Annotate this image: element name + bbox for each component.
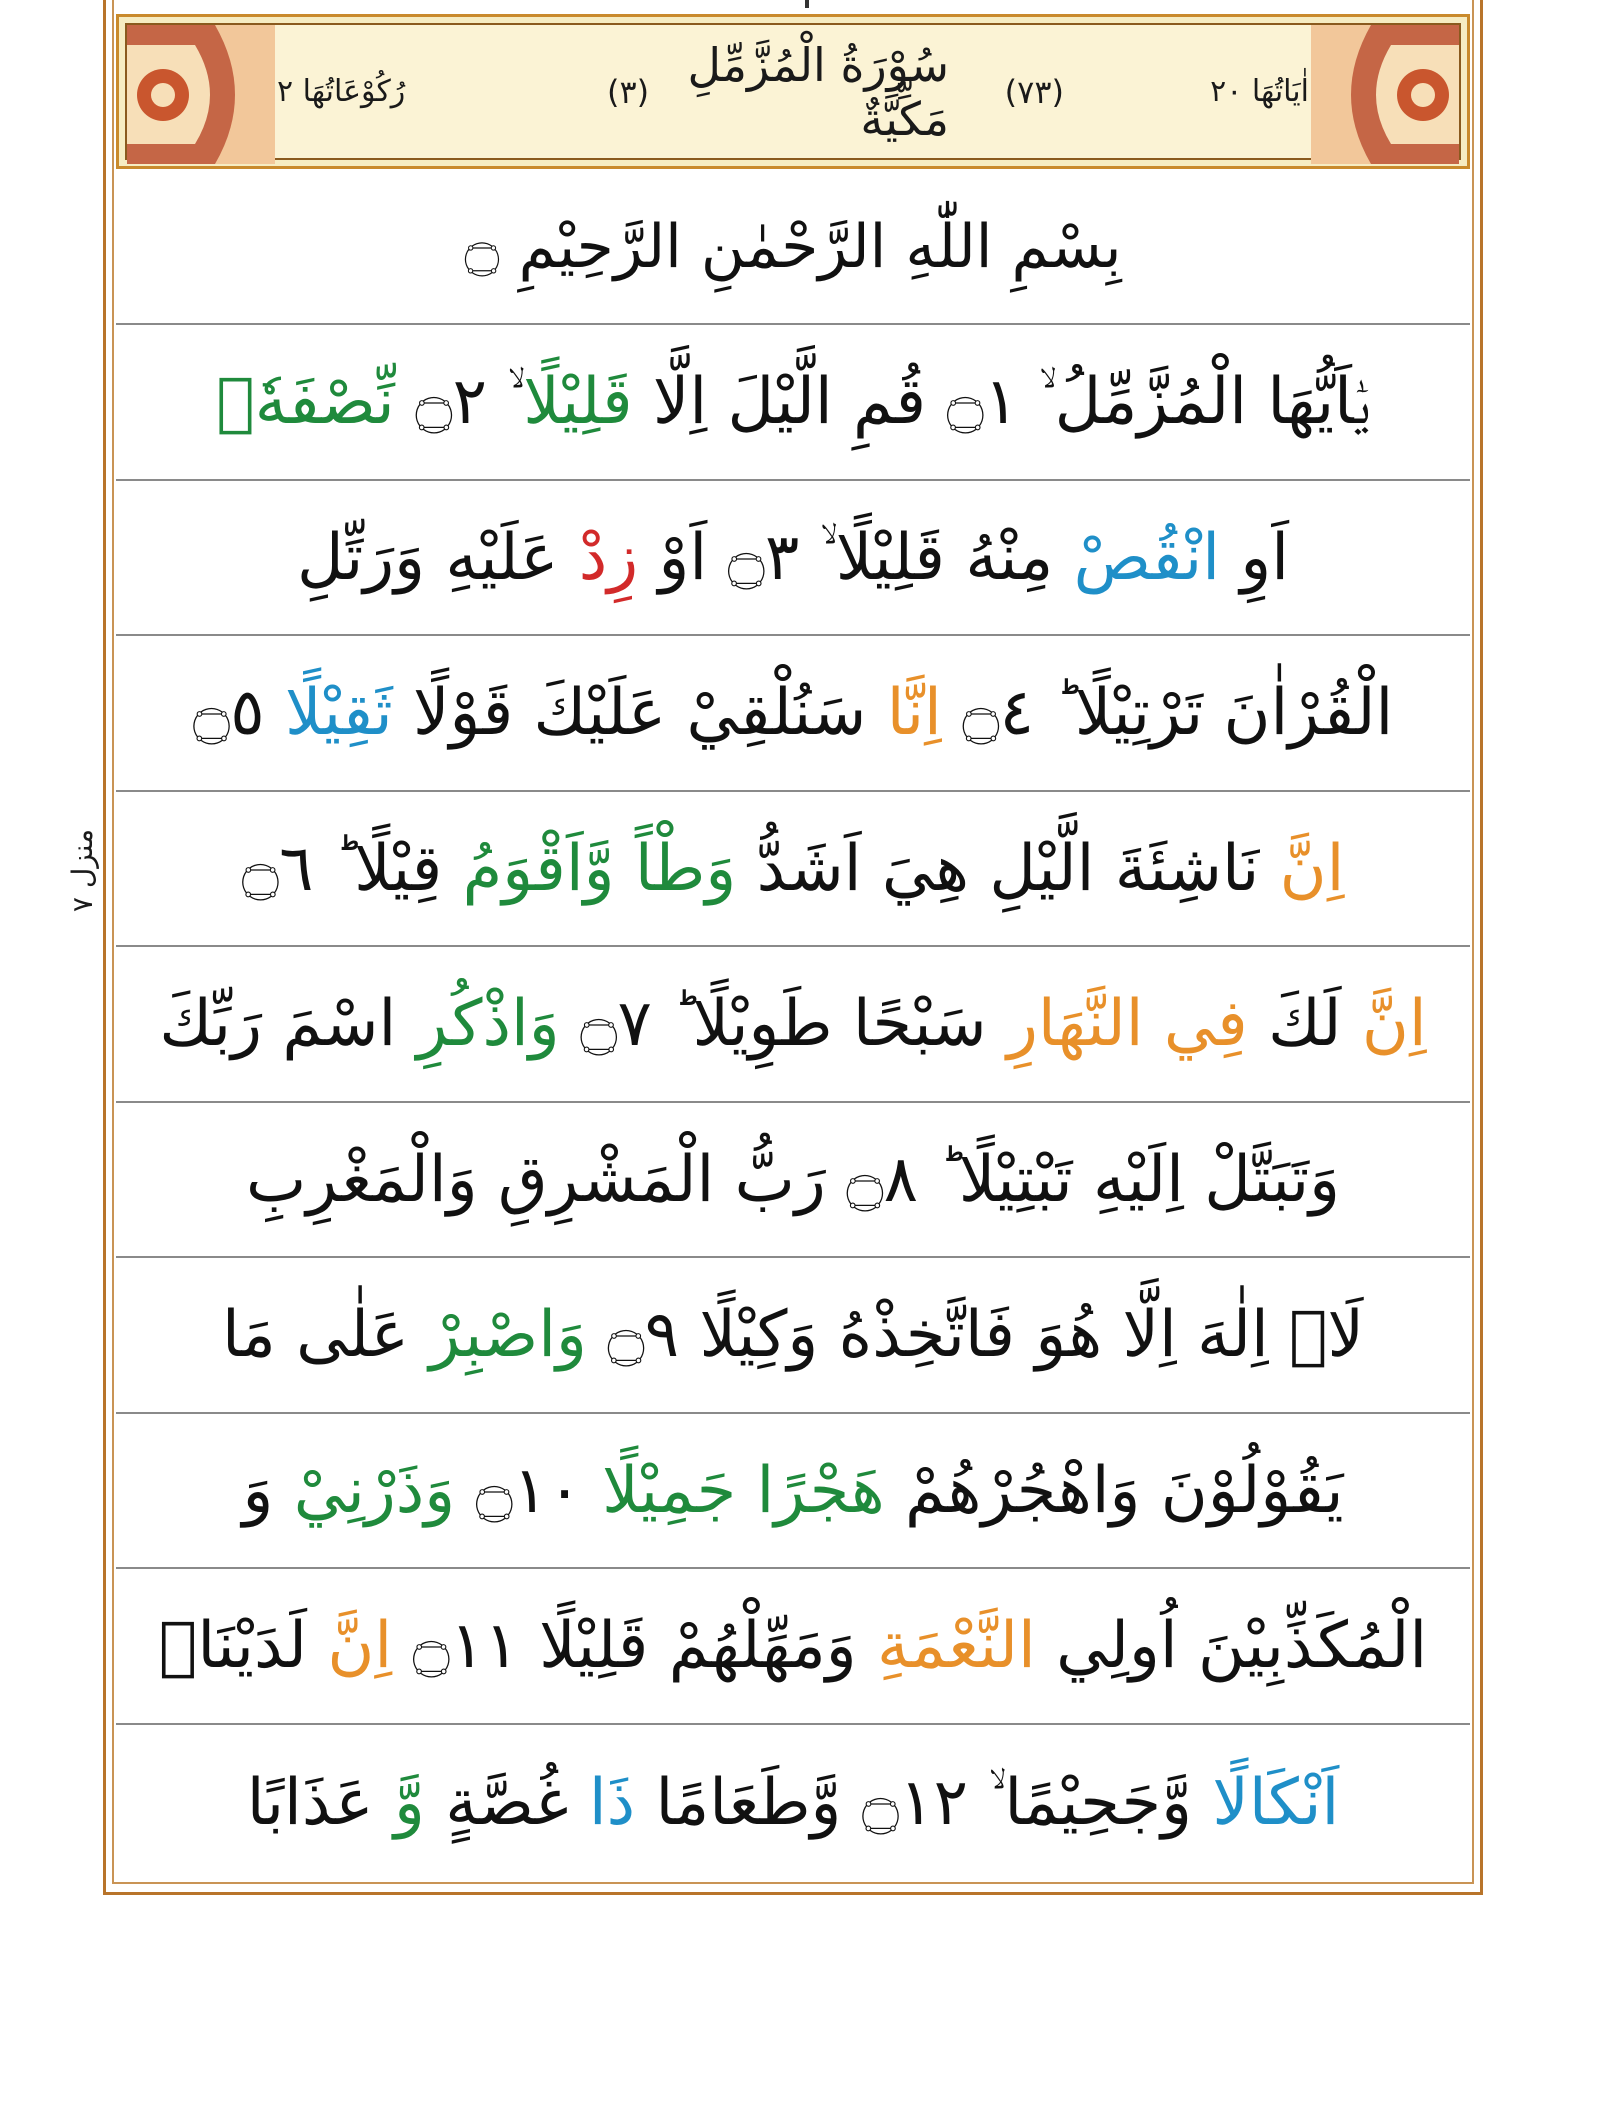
verse-segment: وَتَبَتَّلْ اِلَيْهِ تَبْتِيْلًا ؕ ۝٨ رَبُّ الْمَشْرِقِ وَالْمَغْرِبِ [245, 1142, 1341, 1217]
verse-segment: غُصَّةٍ [424, 1765, 589, 1840]
bismillah-row [116, 170, 1470, 325]
verse-segment: وَمَهِّلْهُمْ قَلِيْلًا ۝١١ [392, 1609, 878, 1684]
tajweed-highlight: ذَا [588, 1765, 636, 1840]
tajweed-highlight: انْقُصْ [1073, 520, 1220, 595]
verse-line-text [222, 1297, 1364, 1372]
verse-segment: الْمُكَذِّبِيْنَ اُولِي [1035, 1609, 1428, 1684]
verse-line-text [159, 986, 1426, 1061]
verse-segment: يَقُوْلُوْنَ وَاهْجُرْهُمْ [884, 1453, 1344, 1528]
verse-line-text [159, 1608, 1427, 1683]
verse-line-text [193, 675, 1393, 750]
verse-segment: يٰۤاَيُّهَا الْمُزَّمِّلُ ۙ ۝١ قُمِ الَّيْلَ اِلَّا [632, 365, 1370, 440]
header-ornament-left [127, 25, 275, 164]
tajweed-highlight: وَذَرْنِيْ [293, 1453, 456, 1528]
verse-line [116, 947, 1470, 1103]
verse-segment: لَكَ [1247, 987, 1362, 1062]
rukus-count-label: رُكُوْعَاتُهَا ٢ [277, 74, 406, 109]
tajweed-highlight: وَاذْكُرِ [416, 987, 560, 1062]
verse-line [116, 325, 1470, 481]
surah-number: (٧٣) [1004, 72, 1064, 111]
verse-line-text [242, 1453, 1343, 1528]
verse-line-text [242, 831, 1345, 906]
tajweed-highlight: نِّصْفَهٗۤ [216, 365, 395, 440]
verse-segment [615, 832, 635, 906]
verse-segment: مِنْهُ قَلِيْلًا ۙ ۝٣ اَوْ [638, 520, 1074, 595]
verse-segment: ۝٥ [192, 676, 285, 751]
revelation-order: (٣) [607, 72, 650, 111]
tajweed-highlight: هَجْرًا جَمِيْلًا [602, 1453, 885, 1528]
surah-title: سُوْرَةُ الْمُزَّمِّلِ مَكِّيَّةٌ [687, 37, 949, 146]
verse-line-text [247, 1765, 1340, 1840]
manzil-side-label [58, 800, 108, 940]
verse-segment: اَوِ [1220, 520, 1290, 595]
verse-segment: عَلٰى مَا [222, 1298, 430, 1373]
verse-line [116, 636, 1470, 792]
tajweed-highlight: اِنَّا [886, 676, 942, 751]
verse-line [116, 1258, 1470, 1414]
verse-segment: لَدَيْنَاۤ [158, 1609, 328, 1684]
tajweed-highlight: وَّ [393, 1765, 425, 1840]
verses-count-label: اٰيَاتُهَا ٢٠ [1210, 74, 1309, 109]
verse-segment: اسْمَ رَبِّكَ [159, 987, 417, 1062]
tajweed-highlight: وَّاَقْوَمُ [462, 831, 615, 906]
header-ornament-right [1311, 25, 1459, 164]
verse-line [116, 792, 1470, 948]
verse-segment: وَ [242, 1453, 294, 1528]
tajweed-highlight: اَنْكَالًا [1212, 1765, 1340, 1840]
verse-segment: ۙ ۝٢ [394, 365, 524, 440]
verse-segment: عَذَابًا [246, 1765, 394, 1840]
verse-line [116, 1725, 1470, 1881]
surah-header-banner [116, 14, 1470, 169]
tajweed-highlight: وَطْاً [634, 831, 737, 906]
verse-line-text [216, 364, 1369, 439]
tajweed-highlight: اِنَّ [327, 1609, 393, 1684]
verse-line [116, 1414, 1470, 1570]
verse-line-text [246, 1142, 1340, 1217]
verse-segment: ۝١٠ [455, 1453, 603, 1528]
tajweed-highlight: قَلِيْلًا [523, 365, 633, 440]
tajweed-highlight: اِنَّ [1361, 987, 1427, 1062]
verse-segment: لَاۤ اِلٰهَ اِلَّا هُوَ فَاتَّخِذْهُ وَكِيْلًا ۝٩ [586, 1298, 1364, 1373]
tajweed-highlight: اِنَّ [1279, 831, 1345, 906]
manzil-side-label-text: منزل ٧ [66, 828, 100, 912]
verse-segment: قِيْلًا ؕ ۝٦ [241, 831, 463, 906]
verse-segment: الْقُرْاٰنَ تَرْتِيْلًا ؕ ۝٤ [941, 676, 1394, 751]
verse-segment: سَنُلْقِيْ عَلَيْكَ قَوْلًا [392, 676, 887, 751]
verse-segment: سَبْحًا طَوِيْلًا ؕ ۝٧ [559, 987, 1007, 1062]
tajweed-highlight: فِي النَّهَارِ [1006, 987, 1248, 1062]
verse-segment: وَّجَحِيْمًا ۙ ۝١٢ وَّطَعَامًا [635, 1765, 1213, 1840]
verse-line-text [297, 520, 1289, 595]
verse-line [116, 1103, 1470, 1259]
tajweed-highlight: وَاصْبِرْ [429, 1298, 587, 1373]
verse-line [116, 481, 1470, 637]
bismillah-text: بِسْمِ اللّٰهِ الرَّحْمٰنِ الرَّحِيْمِ ۝ [464, 211, 1122, 282]
verse-segment: نَاشِئَةَ الَّيْلِ هِيَ اَشَدُّ [736, 831, 1280, 906]
surah-header-inner [125, 23, 1461, 160]
verse-segment: عَلَيْهِ وَرَتِّلِ [296, 520, 579, 595]
tajweed-highlight: زِدْ [578, 520, 639, 595]
tajweed-highlight: النَّعْمَةِ [877, 1609, 1036, 1684]
tajweed-highlight: ثَقِيْلًا [285, 676, 393, 751]
verse-line [116, 1569, 1470, 1725]
